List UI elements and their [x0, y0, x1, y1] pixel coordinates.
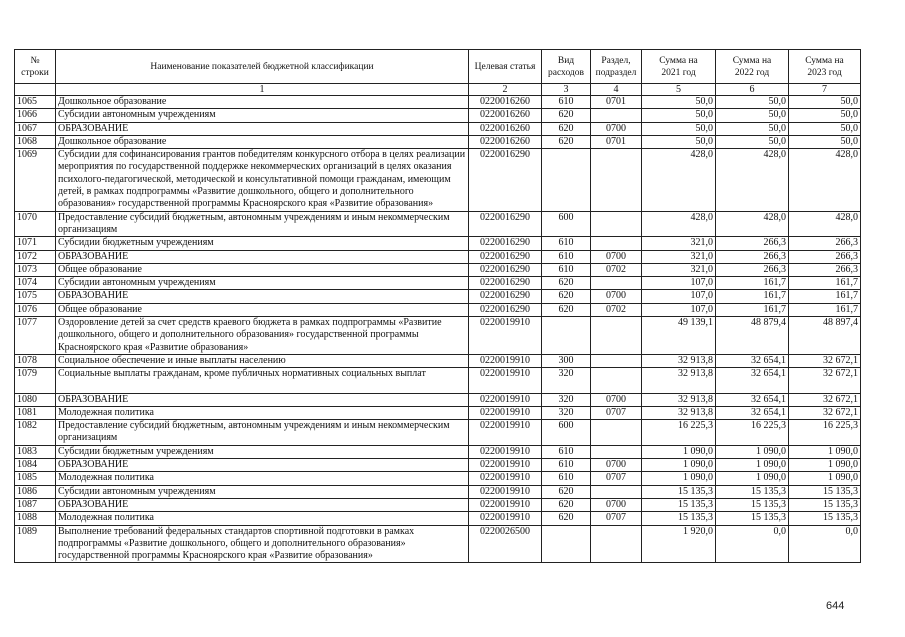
cell-s2023: 428,0	[789, 211, 861, 237]
cell-name: Молодежная политика	[56, 472, 469, 485]
cell-razd: 0700	[591, 498, 642, 511]
budget-table	[14, 49, 861, 563]
cell-name: ОБРАЗОВАНИЕ	[56, 250, 469, 263]
cell-num: 1072	[15, 250, 56, 263]
cell-s2023: 15 135,3	[789, 485, 861, 498]
colnum-0	[15, 84, 56, 96]
cell-code: 0220019910	[469, 512, 542, 525]
cell-name: ОБРАЗОВАНИЕ	[56, 498, 469, 511]
cell-code: 0220016290	[469, 237, 542, 250]
cell-vid: 620	[542, 303, 591, 316]
cell-name: Оздоровление детей за счет средств краевого бюджета в рамках подпрограммы «Развитие дошкольного, общего и дополнительного образования» государственной программы Красноярского края «Развитие образования»	[56, 317, 469, 355]
cell-num: 1070	[15, 211, 56, 237]
table-row	[15, 303, 861, 316]
cell-s2021: 15 135,3	[642, 512, 716, 525]
cell-razd: 0707	[591, 472, 642, 485]
cell-name: Субсидии бюджетным учреждениям	[56, 237, 469, 250]
cell-code: 0220019910	[469, 485, 542, 498]
cell-code: 0220019910	[469, 317, 542, 355]
cell-num: 1082	[15, 420, 56, 446]
colnum-2: 2	[469, 84, 542, 96]
cell-s2023: 266,3	[789, 237, 861, 250]
cell-s2023: 32 672,1	[789, 406, 861, 419]
cell-s2023: 266,3	[789, 250, 861, 263]
cell-vid: 620	[542, 109, 591, 122]
cell-num: 1073	[15, 263, 56, 276]
cell-s2021: 428,0	[642, 149, 716, 211]
cell-num: 1086	[15, 485, 56, 498]
cell-name: Общее образование	[56, 303, 469, 316]
cell-code: 0220019910	[469, 420, 542, 446]
cell-vid: 610	[542, 472, 591, 485]
cell-s2021: 107,0	[642, 277, 716, 290]
cell-s2022: 50,0	[716, 135, 789, 148]
cell-razd: 0702	[591, 263, 642, 276]
colnum-5: 5	[642, 84, 716, 96]
cell-s2021: 1 920,0	[642, 525, 716, 563]
cell-vid	[542, 149, 591, 211]
cell-s2021: 50,0	[642, 96, 716, 109]
cell-s2021: 321,0	[642, 263, 716, 276]
cell-razd	[591, 368, 642, 393]
cell-razd	[591, 149, 642, 211]
cell-s2022: 1 090,0	[716, 472, 789, 485]
cell-s2023: 48 897,4	[789, 317, 861, 355]
cell-vid: 610	[542, 263, 591, 276]
cell-code: 0220016290	[469, 149, 542, 211]
table-row	[15, 135, 861, 148]
cell-vid: 620	[542, 122, 591, 135]
cell-vid: 610	[542, 459, 591, 472]
page-number: 644	[826, 600, 845, 612]
table-row	[15, 263, 861, 276]
cell-s2022: 48 879,4	[716, 317, 789, 355]
cell-s2023: 161,7	[789, 277, 861, 290]
table-row	[15, 354, 861, 367]
cell-razd	[591, 525, 642, 563]
table-row	[15, 277, 861, 290]
cell-num: 1069	[15, 149, 56, 211]
cell-s2023: 161,7	[789, 303, 861, 316]
cell-num: 1076	[15, 303, 56, 316]
cell-s2022: 428,0	[716, 211, 789, 237]
cell-s2022: 15 135,3	[716, 512, 789, 525]
cell-s2021: 107,0	[642, 303, 716, 316]
cell-s2023: 15 135,3	[789, 498, 861, 511]
table-row	[15, 290, 861, 303]
cell-code: 0220026500	[469, 525, 542, 563]
table-row	[15, 317, 861, 355]
cell-vid: 300	[542, 354, 591, 367]
cell-s2023: 161,7	[789, 290, 861, 303]
cell-name: ОБРАЗОВАНИЕ	[56, 459, 469, 472]
table-row	[15, 211, 861, 237]
cell-vid	[542, 525, 591, 563]
table-row	[15, 406, 861, 419]
table-row	[15, 368, 861, 393]
cell-s2023: 32 672,1	[789, 368, 861, 393]
table-row	[15, 420, 861, 446]
cell-s2022: 1 090,0	[716, 459, 789, 472]
cell-code: 0220016290	[469, 263, 542, 276]
cell-razd: 0700	[591, 459, 642, 472]
cell-num: 1087	[15, 498, 56, 511]
cell-num: 1066	[15, 109, 56, 122]
cell-num: 1074	[15, 277, 56, 290]
table-row	[15, 472, 861, 485]
cell-s2023: 50,0	[789, 109, 861, 122]
cell-code: 0220016260	[469, 109, 542, 122]
cell-razd	[591, 317, 642, 355]
table-row	[15, 237, 861, 250]
cell-vid: 320	[542, 368, 591, 393]
colnum-6: 6	[716, 84, 789, 96]
cell-num: 1068	[15, 135, 56, 148]
cell-s2023: 1 090,0	[789, 445, 861, 458]
table-row	[15, 250, 861, 263]
cell-s2023: 32 672,1	[789, 354, 861, 367]
cell-s2021: 321,0	[642, 250, 716, 263]
table-row	[15, 109, 861, 122]
cell-num: 1065	[15, 96, 56, 109]
cell-num: 1077	[15, 317, 56, 355]
cell-s2022: 428,0	[716, 149, 789, 211]
cell-s2021: 15 135,3	[642, 498, 716, 511]
cell-s2021: 15 135,3	[642, 485, 716, 498]
cell-name: ОБРАЗОВАНИЕ	[56, 393, 469, 406]
cell-s2023: 1 090,0	[789, 459, 861, 472]
cell-s2021: 50,0	[642, 135, 716, 148]
cell-s2022: 50,0	[716, 122, 789, 135]
cell-code: 0220016260	[469, 96, 542, 109]
table-header-row	[15, 50, 861, 84]
cell-name: Предоставление субсидий бюджетным, автономным учреждениям и иным некоммерческим организациям	[56, 211, 469, 237]
table-row	[15, 498, 861, 511]
table-row	[15, 393, 861, 406]
cell-vid: 610	[542, 445, 591, 458]
colnum-1: 1	[56, 84, 469, 96]
cell-s2023: 266,3	[789, 263, 861, 276]
cell-razd	[591, 420, 642, 446]
colnum-3: 3	[542, 84, 591, 96]
table-row	[15, 122, 861, 135]
cell-num: 1084	[15, 459, 56, 472]
cell-razd: 0700	[591, 250, 642, 263]
cell-s2023: 50,0	[789, 122, 861, 135]
header-sum-2022: Сумма на 2022 год	[716, 50, 789, 84]
table-row	[15, 149, 861, 211]
cell-vid: 610	[542, 250, 591, 263]
cell-s2022: 266,3	[716, 263, 789, 276]
header-sum-2023: Сумма на 2023 год	[789, 50, 861, 84]
cell-s2022: 266,3	[716, 237, 789, 250]
cell-s2021: 1 090,0	[642, 459, 716, 472]
cell-s2021: 32 913,8	[642, 354, 716, 367]
cell-vid: 610	[542, 237, 591, 250]
cell-vid: 320	[542, 393, 591, 406]
cell-num: 1083	[15, 445, 56, 458]
cell-code: 0220019910	[469, 459, 542, 472]
cell-s2023: 15 135,3	[789, 512, 861, 525]
cell-s2021: 32 913,8	[642, 368, 716, 393]
table-row	[15, 96, 861, 109]
cell-s2021: 107,0	[642, 290, 716, 303]
cell-code: 0220019910	[469, 445, 542, 458]
cell-s2022: 32 654,1	[716, 406, 789, 419]
cell-razd	[591, 211, 642, 237]
cell-code: 0220016290	[469, 290, 542, 303]
cell-code: 0220019910	[469, 393, 542, 406]
cell-s2022: 32 654,1	[716, 393, 789, 406]
cell-vid	[542, 317, 591, 355]
cell-name: Субсидии автономным учреждениям	[56, 109, 469, 122]
cell-s2023: 32 672,1	[789, 393, 861, 406]
cell-s2021: 321,0	[642, 237, 716, 250]
cell-s2022: 32 654,1	[716, 354, 789, 367]
cell-name: Выполнение требований федеральных стандартов спортивной подготовки в рамках подпрограммы «Развитие дошкольного, общего и дополнительного образования» государственной программы Красноярского края «Развитие образования»	[56, 525, 469, 563]
table-row	[15, 485, 861, 498]
cell-name: Общее образование	[56, 263, 469, 276]
cell-s2022: 0,0	[716, 525, 789, 563]
cell-razd: 0707	[591, 406, 642, 419]
cell-code: 0220016290	[469, 250, 542, 263]
cell-num: 1079	[15, 368, 56, 393]
cell-razd: 0700	[591, 290, 642, 303]
cell-vid: 610	[542, 96, 591, 109]
cell-s2021: 49 139,1	[642, 317, 716, 355]
cell-code: 0220019910	[469, 498, 542, 511]
cell-s2023: 0,0	[789, 525, 861, 563]
cell-s2023: 16 225,3	[789, 420, 861, 446]
cell-name: Дошкольное образование	[56, 96, 469, 109]
cell-s2021: 32 913,8	[642, 393, 716, 406]
cell-razd: 0701	[591, 96, 642, 109]
table-row	[15, 445, 861, 458]
cell-s2023: 50,0	[789, 96, 861, 109]
cell-name: Молодежная политика	[56, 512, 469, 525]
header-razd: Раздел, подраздел	[591, 50, 642, 84]
cell-razd	[591, 354, 642, 367]
cell-num: 1075	[15, 290, 56, 303]
cell-s2022: 32 654,1	[716, 368, 789, 393]
cell-code: 0220016290	[469, 277, 542, 290]
header-vid: Вид расходов	[542, 50, 591, 84]
cell-s2021: 50,0	[642, 109, 716, 122]
cell-vid: 620	[542, 277, 591, 290]
cell-vid: 620	[542, 135, 591, 148]
colnum-4: 4	[591, 84, 642, 96]
cell-name: ОБРАЗОВАНИЕ	[56, 290, 469, 303]
cell-num: 1067	[15, 122, 56, 135]
cell-code: 0220016260	[469, 135, 542, 148]
cell-num: 1071	[15, 237, 56, 250]
colnum-7: 7	[789, 84, 861, 96]
cell-s2021: 16 225,3	[642, 420, 716, 446]
cell-s2022: 1 090,0	[716, 445, 789, 458]
cell-s2022: 15 135,3	[716, 485, 789, 498]
cell-name: Субсидии автономным учреждениям	[56, 277, 469, 290]
cell-s2022: 161,7	[716, 277, 789, 290]
table-row	[15, 459, 861, 472]
cell-vid: 620	[542, 290, 591, 303]
cell-num: 1085	[15, 472, 56, 485]
cell-s2021: 1 090,0	[642, 445, 716, 458]
cell-name: Субсидии для софинансирования грантов победителям конкурсного отбора в целях реализации мероприятия по государственной поддержке некоммерческих организаций в целях оказания психолого-педагогической, методической и консультативной помощи гражданам, имеющим детей, в рамках подпрограммы «Развитие дошкольного, общего и дополнительного образования» государственной программы Красноярского края «Развитие образования»	[56, 149, 469, 211]
cell-name: Субсидии бюджетным учреждениям	[56, 445, 469, 458]
cell-code: 0220019910	[469, 406, 542, 419]
cell-name: ОБРАЗОВАНИЕ	[56, 122, 469, 135]
cell-code: 0220016290	[469, 211, 542, 237]
cell-code: 0220016290	[469, 303, 542, 316]
cell-vid: 620	[542, 512, 591, 525]
cell-code: 0220019910	[469, 354, 542, 367]
cell-s2022: 266,3	[716, 250, 789, 263]
header-code: Целевая статья	[469, 50, 542, 84]
cell-vid: 620	[542, 485, 591, 498]
cell-s2023: 1 090,0	[789, 472, 861, 485]
cell-razd: 0702	[591, 303, 642, 316]
cell-name: Дошкольное образование	[56, 135, 469, 148]
cell-code: 0220019910	[469, 472, 542, 485]
cell-razd	[591, 445, 642, 458]
cell-s2022: 161,7	[716, 290, 789, 303]
cell-vid: 620	[542, 498, 591, 511]
cell-razd	[591, 109, 642, 122]
cell-razd: 0700	[591, 122, 642, 135]
cell-code: 0220016260	[469, 122, 542, 135]
cell-code: 0220019910	[469, 368, 542, 393]
cell-name: Социальное обеспечение и иные выплаты населению	[56, 354, 469, 367]
cell-num: 1078	[15, 354, 56, 367]
cell-s2023: 428,0	[789, 149, 861, 211]
cell-name: Молодежная политика	[56, 406, 469, 419]
cell-s2021: 1 090,0	[642, 472, 716, 485]
cell-name: Предоставление субсидий бюджетным, автономным учреждениям и иным некоммерческим организациям	[56, 420, 469, 446]
column-number-row	[15, 84, 861, 96]
cell-razd	[591, 277, 642, 290]
cell-name: Социальные выплаты гражданам, кроме публичных нормативных социальных выплат	[56, 368, 469, 393]
header-num: № строки	[15, 50, 56, 84]
cell-name: Субсидии автономным учреждениям	[56, 485, 469, 498]
cell-s2021: 428,0	[642, 211, 716, 237]
cell-s2022: 161,7	[716, 303, 789, 316]
cell-s2023: 50,0	[789, 135, 861, 148]
cell-num: 1080	[15, 393, 56, 406]
table-row	[15, 525, 861, 563]
cell-vid: 600	[542, 211, 591, 237]
cell-razd	[591, 485, 642, 498]
header-sum-2021: Сумма на 2021 год	[642, 50, 716, 84]
header-name: Наименование показателей бюджетной классификации	[56, 50, 469, 84]
table-row	[15, 512, 861, 525]
cell-razd: 0707	[591, 512, 642, 525]
cell-vid: 320	[542, 406, 591, 419]
cell-vid: 600	[542, 420, 591, 446]
cell-s2022: 16 225,3	[716, 420, 789, 446]
cell-razd	[591, 237, 642, 250]
cell-s2022: 15 135,3	[716, 498, 789, 511]
cell-s2021: 32 913,8	[642, 406, 716, 419]
cell-num: 1089	[15, 525, 56, 563]
cell-s2021: 50,0	[642, 122, 716, 135]
cell-s2022: 50,0	[716, 96, 789, 109]
cell-num: 1081	[15, 406, 56, 419]
cell-razd: 0701	[591, 135, 642, 148]
cell-razd: 0700	[591, 393, 642, 406]
cell-num: 1088	[15, 512, 56, 525]
cell-s2022: 50,0	[716, 109, 789, 122]
